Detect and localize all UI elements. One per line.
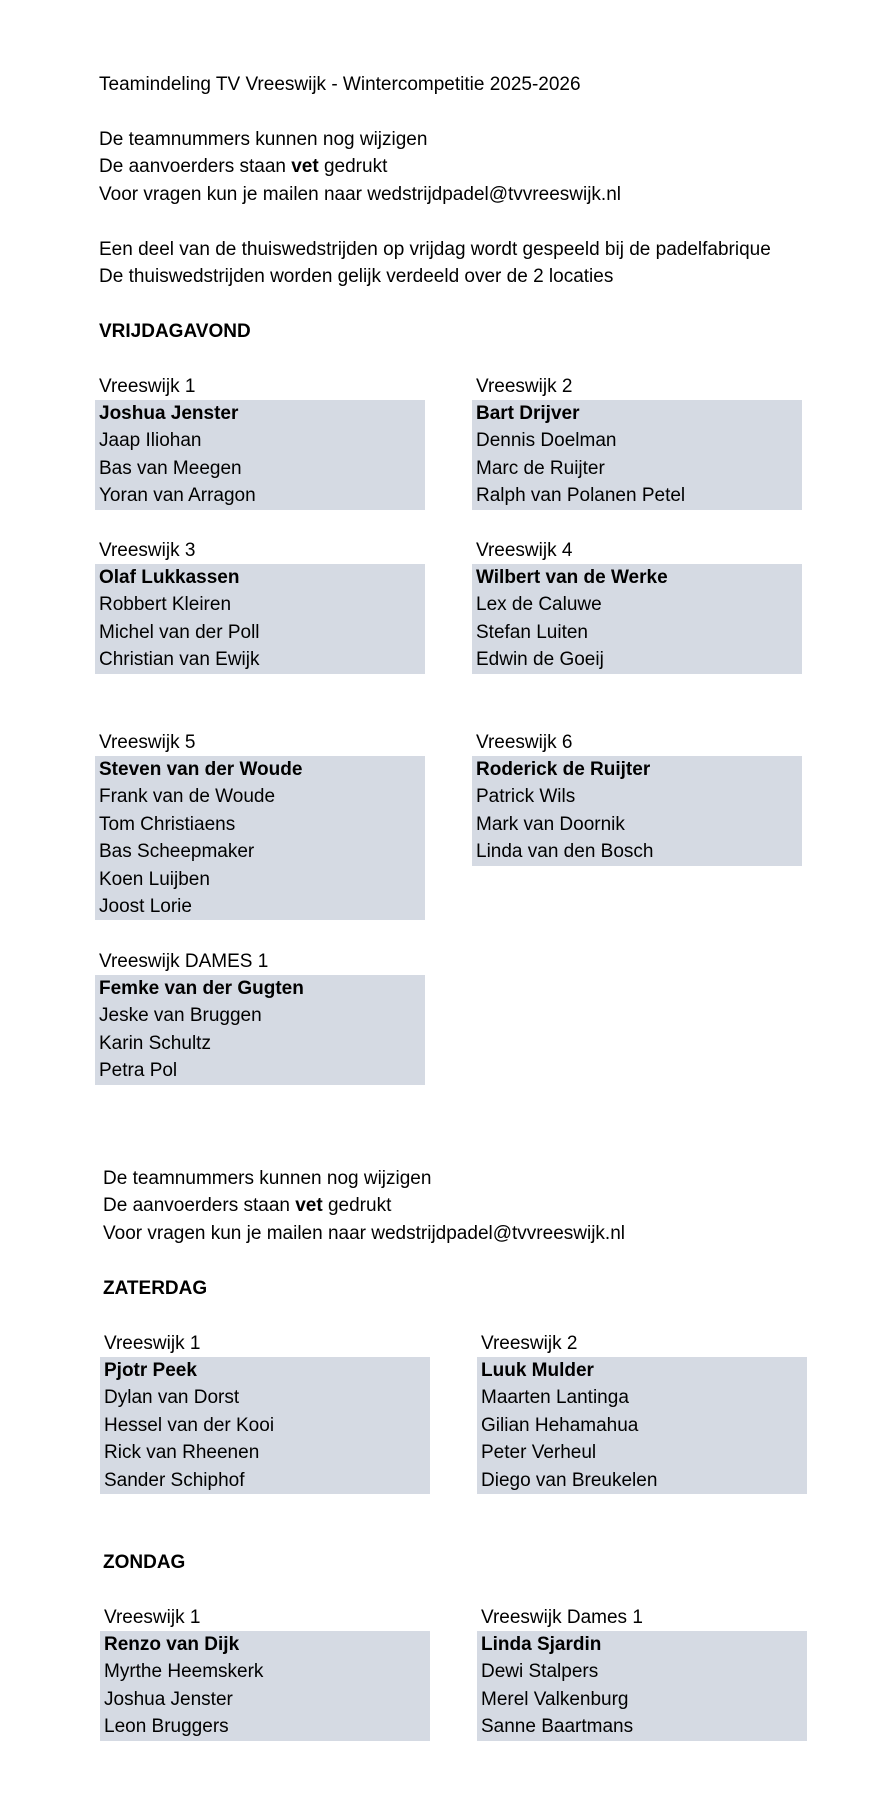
team-member-list [95,975,425,1085]
team-member: Patrick Wils [476,786,576,808]
team-vrijdag-5 [95,729,425,920]
team-member-list [95,564,425,674]
team-captain: Joshua Jenster [99,403,239,424]
team-member: Jaap Iliohan [99,430,202,452]
team-name: Vreeswijk 1 [104,1333,201,1354]
intro2-line-2-pre: De aanvoerders staan [103,1195,296,1216]
team-member-list [100,1631,430,1741]
intro-line-5: De thuiswedstrijden worden gelijk verdeeld over de 2 locaties [99,266,614,287]
team-zondag-1 [100,1604,430,1741]
team-name: Vreeswijk 3 [99,540,196,561]
team-vrijdag-6 [472,729,802,866]
team-member: Lex de Caluwe [476,594,602,616]
team-name: Vreeswijk 6 [476,732,573,753]
team-member: Leon Bruggers [104,1716,229,1738]
team-member: Sander Schiphof [104,1469,245,1491]
team-name: Vreeswijk 2 [476,376,573,397]
intro2-line-3: Voor vragen kun je mailen naar wedstrijdpadel@tvvreeswijk.nl [103,1223,625,1244]
team-member: Marc de Ruijter [476,457,605,479]
team-member-list [472,400,802,510]
team-vrijdag-dames-1 [95,948,425,1085]
intro-line-3: Voor vragen kun je mailen naar wedstrijdpadel@tvvreeswijk.nl [99,184,621,205]
team-member-list [95,400,425,510]
team-member: Bas van Meegen [99,457,242,479]
team-member-list [477,1357,807,1494]
team-captain: Linda Sjardin [481,1634,602,1655]
team-captain: Renzo van Dijk [104,1634,240,1655]
team-member-list [472,564,802,674]
team-member: Merel Valkenburg [481,1688,629,1710]
section-heading-zaterdag: ZATERDAG [103,1278,208,1299]
team-member: Joshua Jenster [104,1688,233,1710]
team-vrijdag-1 [95,373,425,510]
team-name: Vreeswijk 1 [99,376,196,397]
team-member: Dewi Stalpers [481,1661,599,1683]
team-member: Diego van Breukelen [481,1469,658,1491]
team-member: Koen Luijben [99,868,210,890]
team-member: Joost Lorie [99,895,192,917]
team-member: Mark van Doornik [476,813,625,835]
team-member: Dennis Doelman [476,430,617,452]
team-captain: Olaf Lukkassen [99,567,240,588]
team-vrijdag-4 [472,537,802,674]
team-member-list [472,756,802,866]
intro-line-4: Een deel van de thuiswedstrijden op vrijdag wordt gespeeld bij de padelfabrique [99,239,771,260]
team-member: Peter Verheul [481,1442,597,1464]
team-zaterdag-2 [477,1330,807,1494]
team-member-list [95,756,425,920]
intro-line-1: De teamnummers kunnen nog wijzigen [99,129,428,150]
team-member: Linda van den Bosch [476,841,654,863]
team-member: Edwin de Goeij [476,649,604,671]
team-vrijdag-2 [472,373,802,510]
team-member: Karin Schultz [99,1032,211,1054]
team-captain: Steven van der Woude [99,759,303,780]
team-member: Stefan Luiten [476,621,588,643]
intro-line-2 [99,153,387,180]
team-captain: Wilbert van de Werke [476,567,668,588]
team-member: Jeske van Bruggen [99,1005,262,1027]
intro-line-2-bold: vet [291,156,319,177]
team-name: Vreeswijk 4 [476,540,573,561]
intro2-line-2-bold: vet [295,1195,323,1216]
team-member: Yoran van Arragon [99,485,256,507]
team-member: Gilian Hehamahua [481,1414,639,1436]
team-member: Tom Christiaens [99,813,236,835]
team-zaterdag-1 [100,1330,430,1494]
team-captain: Pjotr Peek [104,1360,197,1381]
team-name: Vreeswijk 5 [99,732,196,753]
team-vrijdag-3 [95,537,425,674]
team-member: Christian van Ewijk [99,649,260,671]
section-heading-zondag: ZONDAG [103,1552,186,1573]
team-captain: Roderick de Ruijter [476,759,651,780]
team-name: Vreeswijk 2 [481,1333,578,1354]
team-member: Myrthe Heemskerk [104,1661,264,1683]
team-captain: Femke van der Gugten [99,978,304,999]
team-member: Frank van de Woude [99,786,276,808]
team-name: Vreeswijk 1 [104,1607,201,1628]
team-member: Maarten Lantinga [481,1387,629,1409]
intro-line-2-post: gedrukt [318,156,388,177]
team-name: Vreeswijk Dames 1 [481,1607,643,1628]
team-captain: Bart Drijver [476,403,580,424]
team-member-list [100,1357,430,1494]
team-member-list [477,1631,807,1741]
intro2-line-2 [103,1192,391,1219]
team-member: Rick van Rheenen [104,1442,260,1464]
team-member: Bas Scheepmaker [99,841,255,863]
team-member: Petra Pol [99,1060,178,1082]
intro2-line-2-post: gedrukt [322,1195,392,1216]
team-member: Robbert Kleiren [99,594,232,616]
team-member: Michel van der Poll [99,621,260,643]
team-member: Ralph van Polanen Petel [476,485,686,507]
team-member: Dylan van Dorst [104,1387,240,1409]
section-heading-vrijdag: VRIJDAGAVOND [99,321,251,342]
intro-line-2-pre: De aanvoerders staan [99,156,292,177]
team-captain: Luuk Mulder [481,1360,594,1381]
team-zondag-dames-1 [477,1604,807,1741]
team-name: Vreeswijk DAMES 1 [99,951,269,972]
team-member: Hessel van der Kooi [104,1414,275,1436]
team-member: Sanne Baartmans [481,1716,634,1738]
intro2-line-1: De teamnummers kunnen nog wijzigen [103,1168,432,1189]
page-title: Teamindeling TV Vreeswijk - Wintercompetitie 2025-2026 [99,74,581,95]
